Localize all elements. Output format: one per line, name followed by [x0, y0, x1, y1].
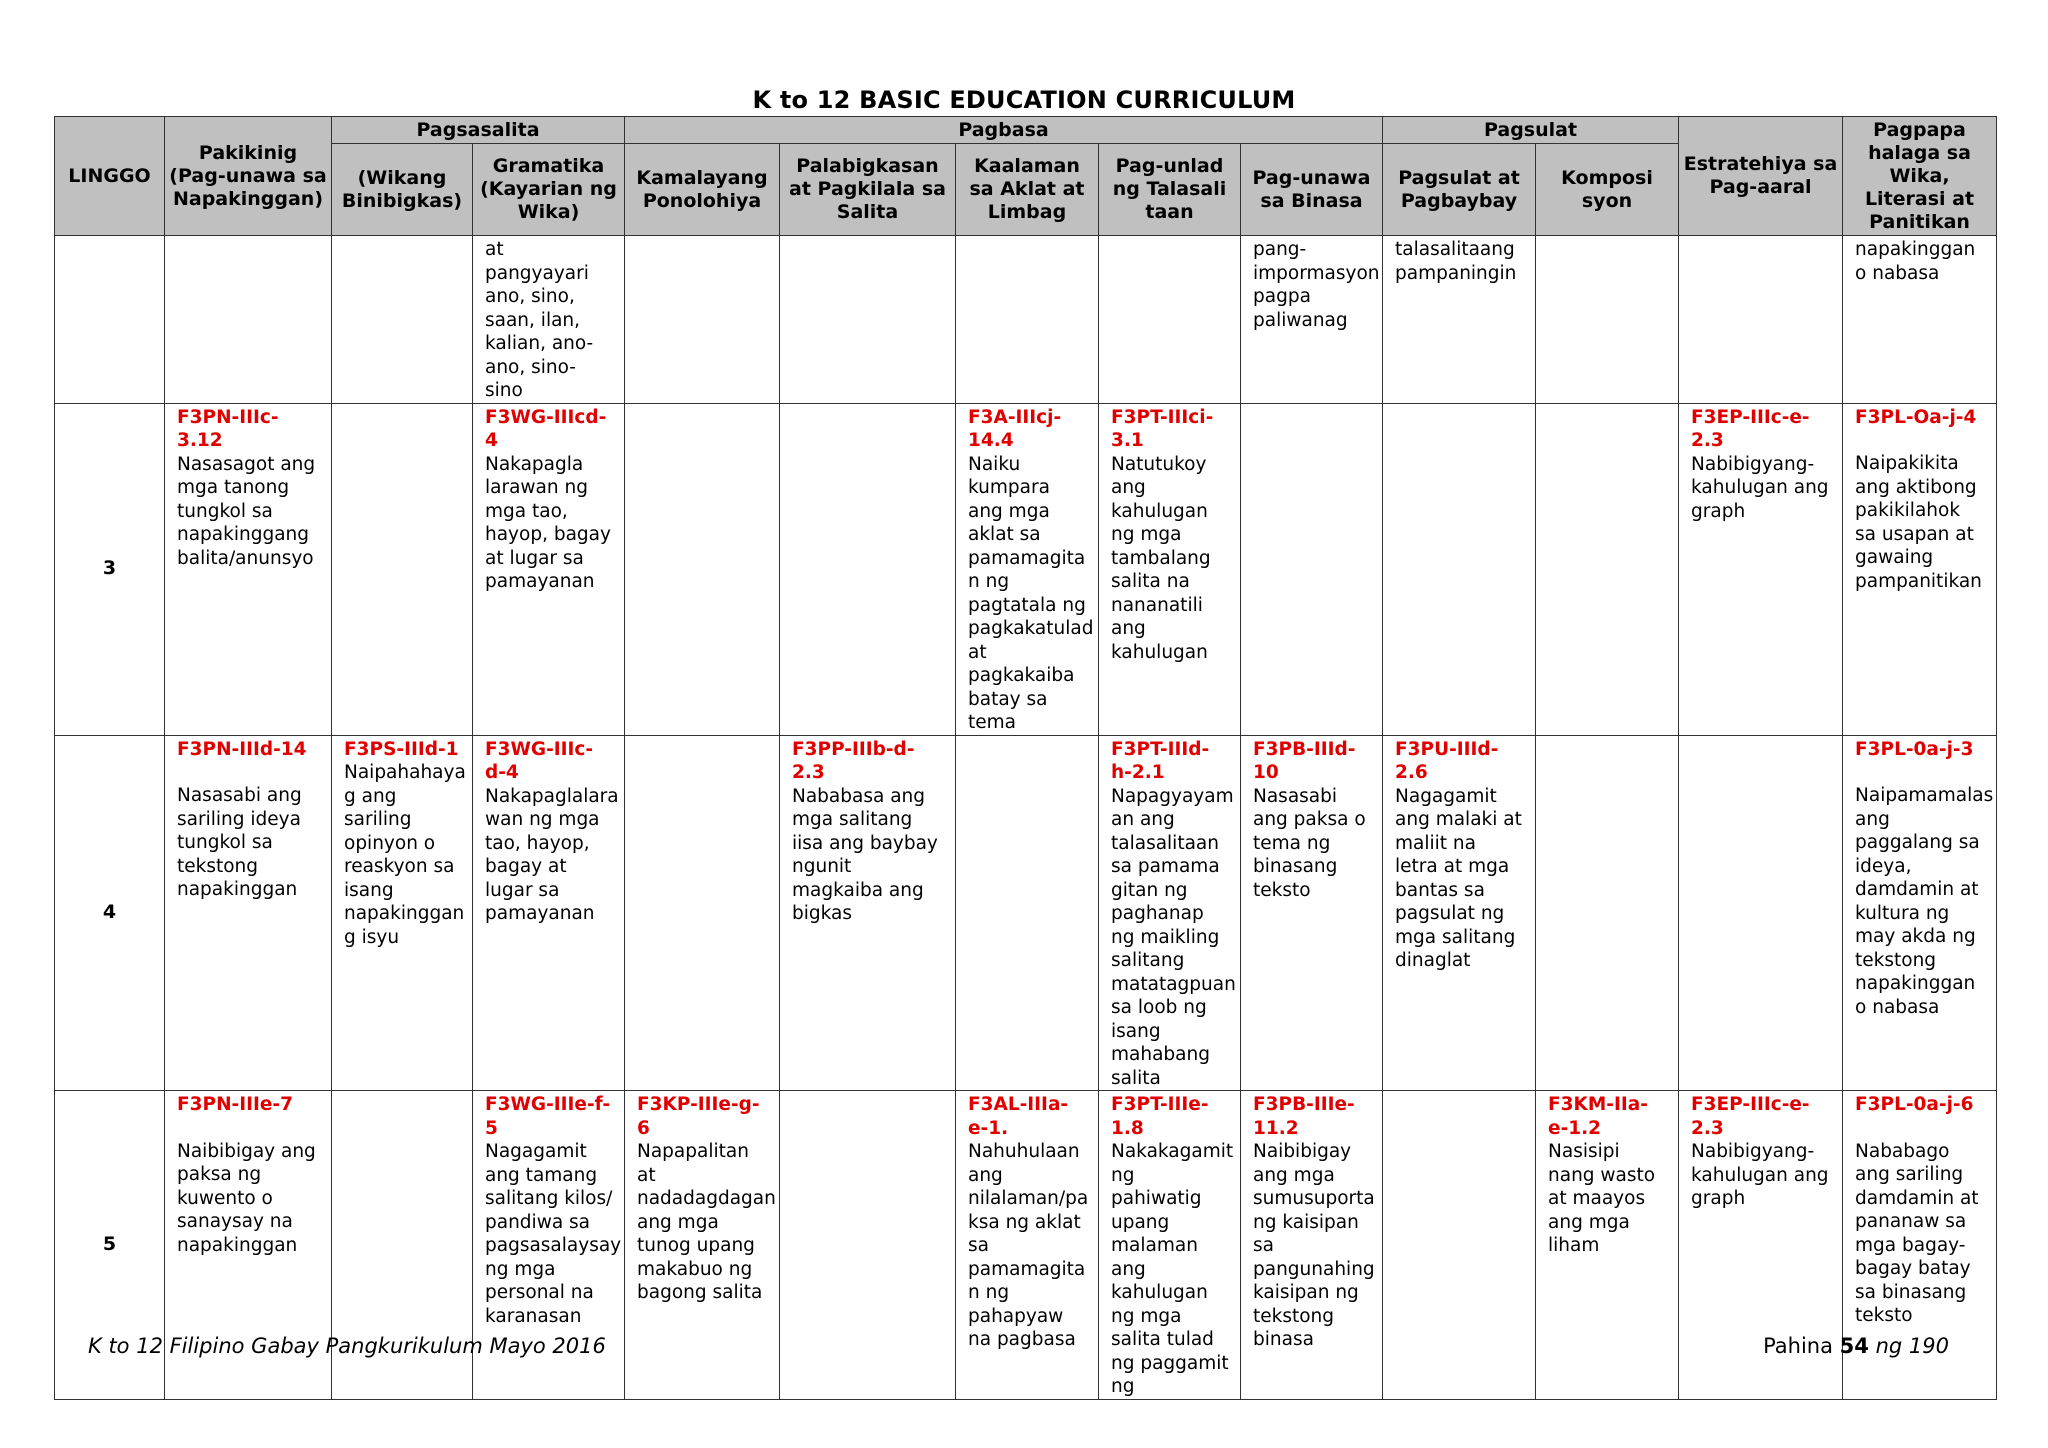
header-pagpapahalaga: Pagpapa halaga sa Wika, Literasi at Panitikan — [1843, 117, 1997, 236]
cell-text: napakinggan o nabasa — [1855, 239, 1976, 284]
competency-text: Nakakagamit ng pahiwatig upang malaman ang kahulugan ng mga salita tulad ng paggamit ng — [1111, 1141, 1234, 1397]
table-row — [55, 735, 1997, 1091]
week-cell — [55, 236, 165, 404]
page-title: K to 12 BASIC EDUCATION CURRICULUM — [752, 86, 1296, 114]
competency-text: Naibibigay ang paksa ng kuwento o sanaysay na napakinggan — [177, 1140, 316, 1256]
competency-code: F3PN-IIIe-7 — [177, 1094, 293, 1115]
header-palabigkasan: Palabigkasan at Pagkilala sa Salita — [780, 144, 956, 236]
competency-code: F3PB-IIId-10 — [1253, 738, 1356, 783]
competency-text: Nasisipi nang wasto at maayos ang mga liham — [1548, 1141, 1656, 1256]
competency-text: Nahuhulaan ang nilalaman/pa ksa ng aklat sa pamamagita n ng pahapyaw na pagbasa — [968, 1141, 1089, 1350]
competency-code: F3PL-Oa-j-4 — [1855, 406, 1977, 428]
competency-code: F3A-IIIcj-14.4 — [968, 406, 1062, 451]
competency-code: F3PL-0a-j-3 — [1855, 738, 1974, 760]
header-pagbasa: Pagbasa — [625, 117, 1383, 144]
competency-text: Naibibigay ang mga sumusuporta ng kaisipan sa pangunahing kaisipan ng tekstong binasa — [1253, 1141, 1375, 1350]
competency-code: F3PP-IIIb-d-2.3 — [792, 738, 915, 783]
competency-text: Nakapaglalara wan ng mga tao, hayop, bagay at lugar sa pamayanan — [485, 785, 619, 924]
page-prefix: Pahina — [1763, 1334, 1833, 1358]
competency-text: Nagagamit ang tamang salitang kilos/ pandiwa sa pagsasalaysay ng mga personal na karanasan — [485, 1141, 622, 1327]
header-kamalayang-ponolohiya: Kamalayang Ponolohiya — [625, 144, 780, 236]
competency-code: F3AL-IIIa-e-1. — [968, 1094, 1069, 1139]
competency-code: F3KM-IIa-e-1.2 — [1548, 1094, 1648, 1139]
competency-code: F3WG-IIIcd-4 — [485, 406, 607, 451]
competency-text: Nababago ang sariling damdamin at pananaw sa mga bagay-bagay batay sa binasang teksto — [1855, 1140, 1979, 1326]
competency-text: Nabibigyang-kahulugan ang graph — [1691, 453, 1829, 522]
competency-code: F3PN-IIId-14 — [177, 738, 307, 760]
competency-code: F3WG-IIIc-d-4 — [485, 738, 594, 783]
competency-text: Natutukoy ang kahulugan ng mga tambalang salita na nananatili ang kahulugan — [1111, 453, 1211, 663]
table-row — [55, 403, 1997, 735]
cell-text: talasalitaang pampaningin — [1395, 239, 1517, 284]
competency-text: Napagyayam an ang talasalitaan sa pamama gitan ng paghanap ng maikling salitang matatagpuan sa loob ng isang mahabang salita — [1111, 785, 1236, 1089]
competency-code: F3EP-IIIc-e-2.3 — [1691, 406, 1810, 451]
competency-text: Napapalitan at nadadagdagan ang mga tunog upang makabuo ng bagong salita — [637, 1141, 776, 1303]
competency-text: Naipahahaya g ang sariling opinyon o reaskyon sa isang napakinggan g isyu — [344, 762, 466, 948]
competency-text: Nasasabi ang paksa o tema ng binasang teksto — [1253, 785, 1366, 901]
week-cell: 4 — [55, 735, 165, 1091]
header-komposisyon: Komposi syon — [1536, 144, 1679, 236]
curriculum-table — [54, 116, 1997, 1400]
competency-code: F3PB-IIIe-11.2 — [1253, 1094, 1355, 1139]
competency-code: F3PT-IIIci-3.1 — [1111, 406, 1214, 451]
competency-code: F3PU-IIId-2.6 — [1395, 738, 1499, 783]
page-total: ng 190 — [1875, 1334, 1949, 1358]
cell-text: at pangyayari ano, sino, saan, ilan, kalian, ano-ano, sino-sino — [485, 239, 594, 401]
footer-document-title: K to 12 Filipino Gabay Pangkurikulum Mayo 2016 — [88, 1334, 606, 1358]
header-pagsulat-at-pagbaybay: Pagsulat at Pagbaybay — [1383, 144, 1536, 236]
competency-code: F3PT-IIId-h-2.1 — [1111, 738, 1210, 783]
competency-text: Naiku kumpara ang mga aklat sa pamamagita n ng pagtatala ng pagkakatulad at pagkakaiba batay sa tema — [968, 453, 1094, 733]
competency-code: F3PS-IIId-1 — [344, 738, 459, 760]
competency-code: F3PN-IIIc-3.12 — [177, 406, 279, 451]
footer-page-number — [1763, 1334, 1949, 1358]
competency-code: F3PT-IIIe-1.8 — [1111, 1094, 1209, 1139]
competency-code: F3WG-IIIe-f-5 — [485, 1094, 611, 1139]
header-linggo: LINGGO — [55, 117, 165, 236]
competency-text: Nasasabi ang sariling ideya tungkol sa tekstong napakinggan — [177, 785, 302, 900]
competency-text: Nababasa ang mga salitang iisa ang baybay ngunit magkaiba ang bigkas — [792, 785, 938, 924]
week-cell: 5 — [55, 1091, 165, 1400]
header-pagsulat: Pagsulat — [1383, 117, 1679, 144]
competency-text: Nagagamit ang malaki at maliit na letra at mga bantas sa pagsulat ng mga salitang dinaglat — [1395, 785, 1522, 971]
header-gramatika: Gramatika (Kayarian ng Wika) — [473, 144, 625, 236]
header-kaalaman: Kaalaman sa Aklat at Limbag — [956, 144, 1099, 236]
header-pag-unlad: Pag-unlad ng Talasali taan — [1099, 144, 1241, 236]
header-estratehiya: Estratehiya sa Pag-aaral — [1679, 117, 1843, 236]
competency-text: Naipakikita ang aktibong pakikilahok sa usapan at gawaing pampanitikan — [1855, 453, 1982, 592]
header-pag-unawa: Pag-unawa sa Binasa — [1241, 144, 1383, 236]
competency-code: F3PL-0a-j-6 — [1855, 1094, 1974, 1115]
header-pakikinig: Pakikinig (Pag-unawa sa Napakinggan) — [165, 117, 332, 236]
cell-text: pang-impormasyon pagpa paliwanag — [1253, 239, 1380, 331]
table-row — [55, 236, 1997, 404]
header-wikang-binibigkas: (Wikang Binibigkas) — [332, 144, 473, 236]
competency-text: Naipamamalas ang paggalang sa ideya, damdamin at kultura ng may akda ng tekstong napakinggan o nabasa — [1855, 785, 1994, 1018]
competency-code: F3KP-IIIe-g-6 — [637, 1094, 760, 1139]
competency-text: Nasasagot ang mga tanong tungkol sa napakinggang balita/anunsyo — [177, 453, 316, 569]
competency-text: Nakapagla larawan ng mga tao, hayop, bagay at lugar sa pamayanan — [485, 453, 611, 592]
week-cell: 3 — [55, 403, 165, 735]
competency-code: F3EP-IIIc-e-2.3 — [1691, 1094, 1810, 1139]
header-pagsasalita: Pagsasalita — [332, 117, 625, 144]
page-number: 54 — [1839, 1334, 1869, 1358]
competency-text: Nabibigyang-kahulugan ang graph — [1691, 1141, 1829, 1209]
